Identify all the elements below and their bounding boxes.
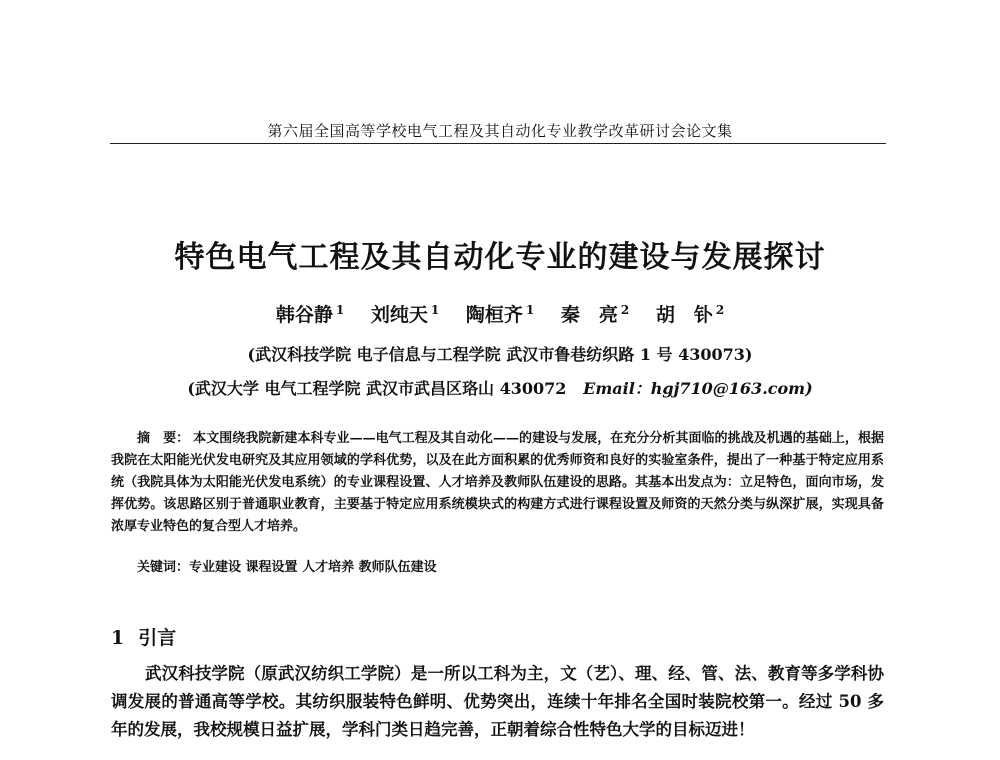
keywords xyxy=(137,556,884,575)
section-heading xyxy=(111,623,176,650)
keywords-label: 关键词： xyxy=(137,560,190,575)
author-affiliation-mark: 1 xyxy=(430,302,440,317)
author-list xyxy=(0,300,1000,327)
email-address: hgj710@163.com) xyxy=(650,379,813,398)
author-affiliation-mark: 1 xyxy=(335,302,345,317)
body-paragraph: 武汉科技学院（原武汉纺织工学院）是一所以工科为主，文（艺）、理、经、管、法、教育等多学科协调发展的普通高等学校。其纺织服装特色鲜明、优势突出，连续十年排名全国时装院校第一。经过 50 多年的发展，我校规模日益扩展，学科门类日趋完善，正朝着综合性特色大学的目标迈进！ xyxy=(111,664,884,739)
abstract-text: 本文围绕我院新建本科专业——电气工程及其自动化——的建设与发展，在充分分析其面临的挑战及机遇的基础上，根据我院在太阳能光伏发电研究及其应用领域的学科优势，以及在此方面积累的优秀师资和良好的实验室条件，提出了一种基于特定应用系统（我院具体为太阳能光伏发电系统）的专业课程设置、人才培养及教师队伍建设的思路。其基本出发点为：立足特色，面向市场，发挥优势。该思路区别于普通职业教育，主要基于特定应用系统模块式的构建方式进行课程设置及师资的天然分类与纵深扩展，实现具备浓厚专业特色的复合型人才培养。 xyxy=(111,431,884,534)
abstract xyxy=(111,428,884,538)
abstract-label: 摘 要： xyxy=(137,431,190,446)
section-number: 1 xyxy=(111,627,125,649)
section-title: 引言 xyxy=(138,627,177,649)
author-affiliation-mark: 2 xyxy=(620,302,630,317)
author xyxy=(276,304,344,326)
author xyxy=(656,304,724,326)
author-name: 陶桓齐 xyxy=(465,304,523,326)
author-name: 刘纯天 xyxy=(370,304,428,326)
email-label: Email： xyxy=(583,379,651,398)
affiliation-2 xyxy=(0,376,1000,399)
header-rule xyxy=(110,143,886,144)
author-affiliation-mark: 1 xyxy=(525,302,535,317)
author-name: 秦 亮 xyxy=(560,304,618,326)
paper-title: 特色电气工程及其自动化专业的建设与发展探讨 xyxy=(174,240,826,275)
author-name: 胡 钋 xyxy=(655,304,713,326)
author-affiliation-mark: 2 xyxy=(715,302,725,317)
running-header: 第六届全国高等学校电气工程及其自动化专业教学改革研讨会论文集 xyxy=(267,122,733,140)
affiliation-2-address: (武汉大学 电气工程学院 武汉市武昌区珞山 430072 xyxy=(187,379,567,398)
keywords-text: 专业建设 课程设置 人才培养 教师队伍建设 xyxy=(189,560,437,575)
author-name: 韩谷静 xyxy=(275,304,333,326)
author xyxy=(561,304,629,326)
affiliation-1: (武汉科技学院 电子信息与工程学院 武汉市鲁巷纺织路 1 号 430073) xyxy=(247,345,753,364)
author xyxy=(466,304,534,326)
author xyxy=(371,304,439,326)
